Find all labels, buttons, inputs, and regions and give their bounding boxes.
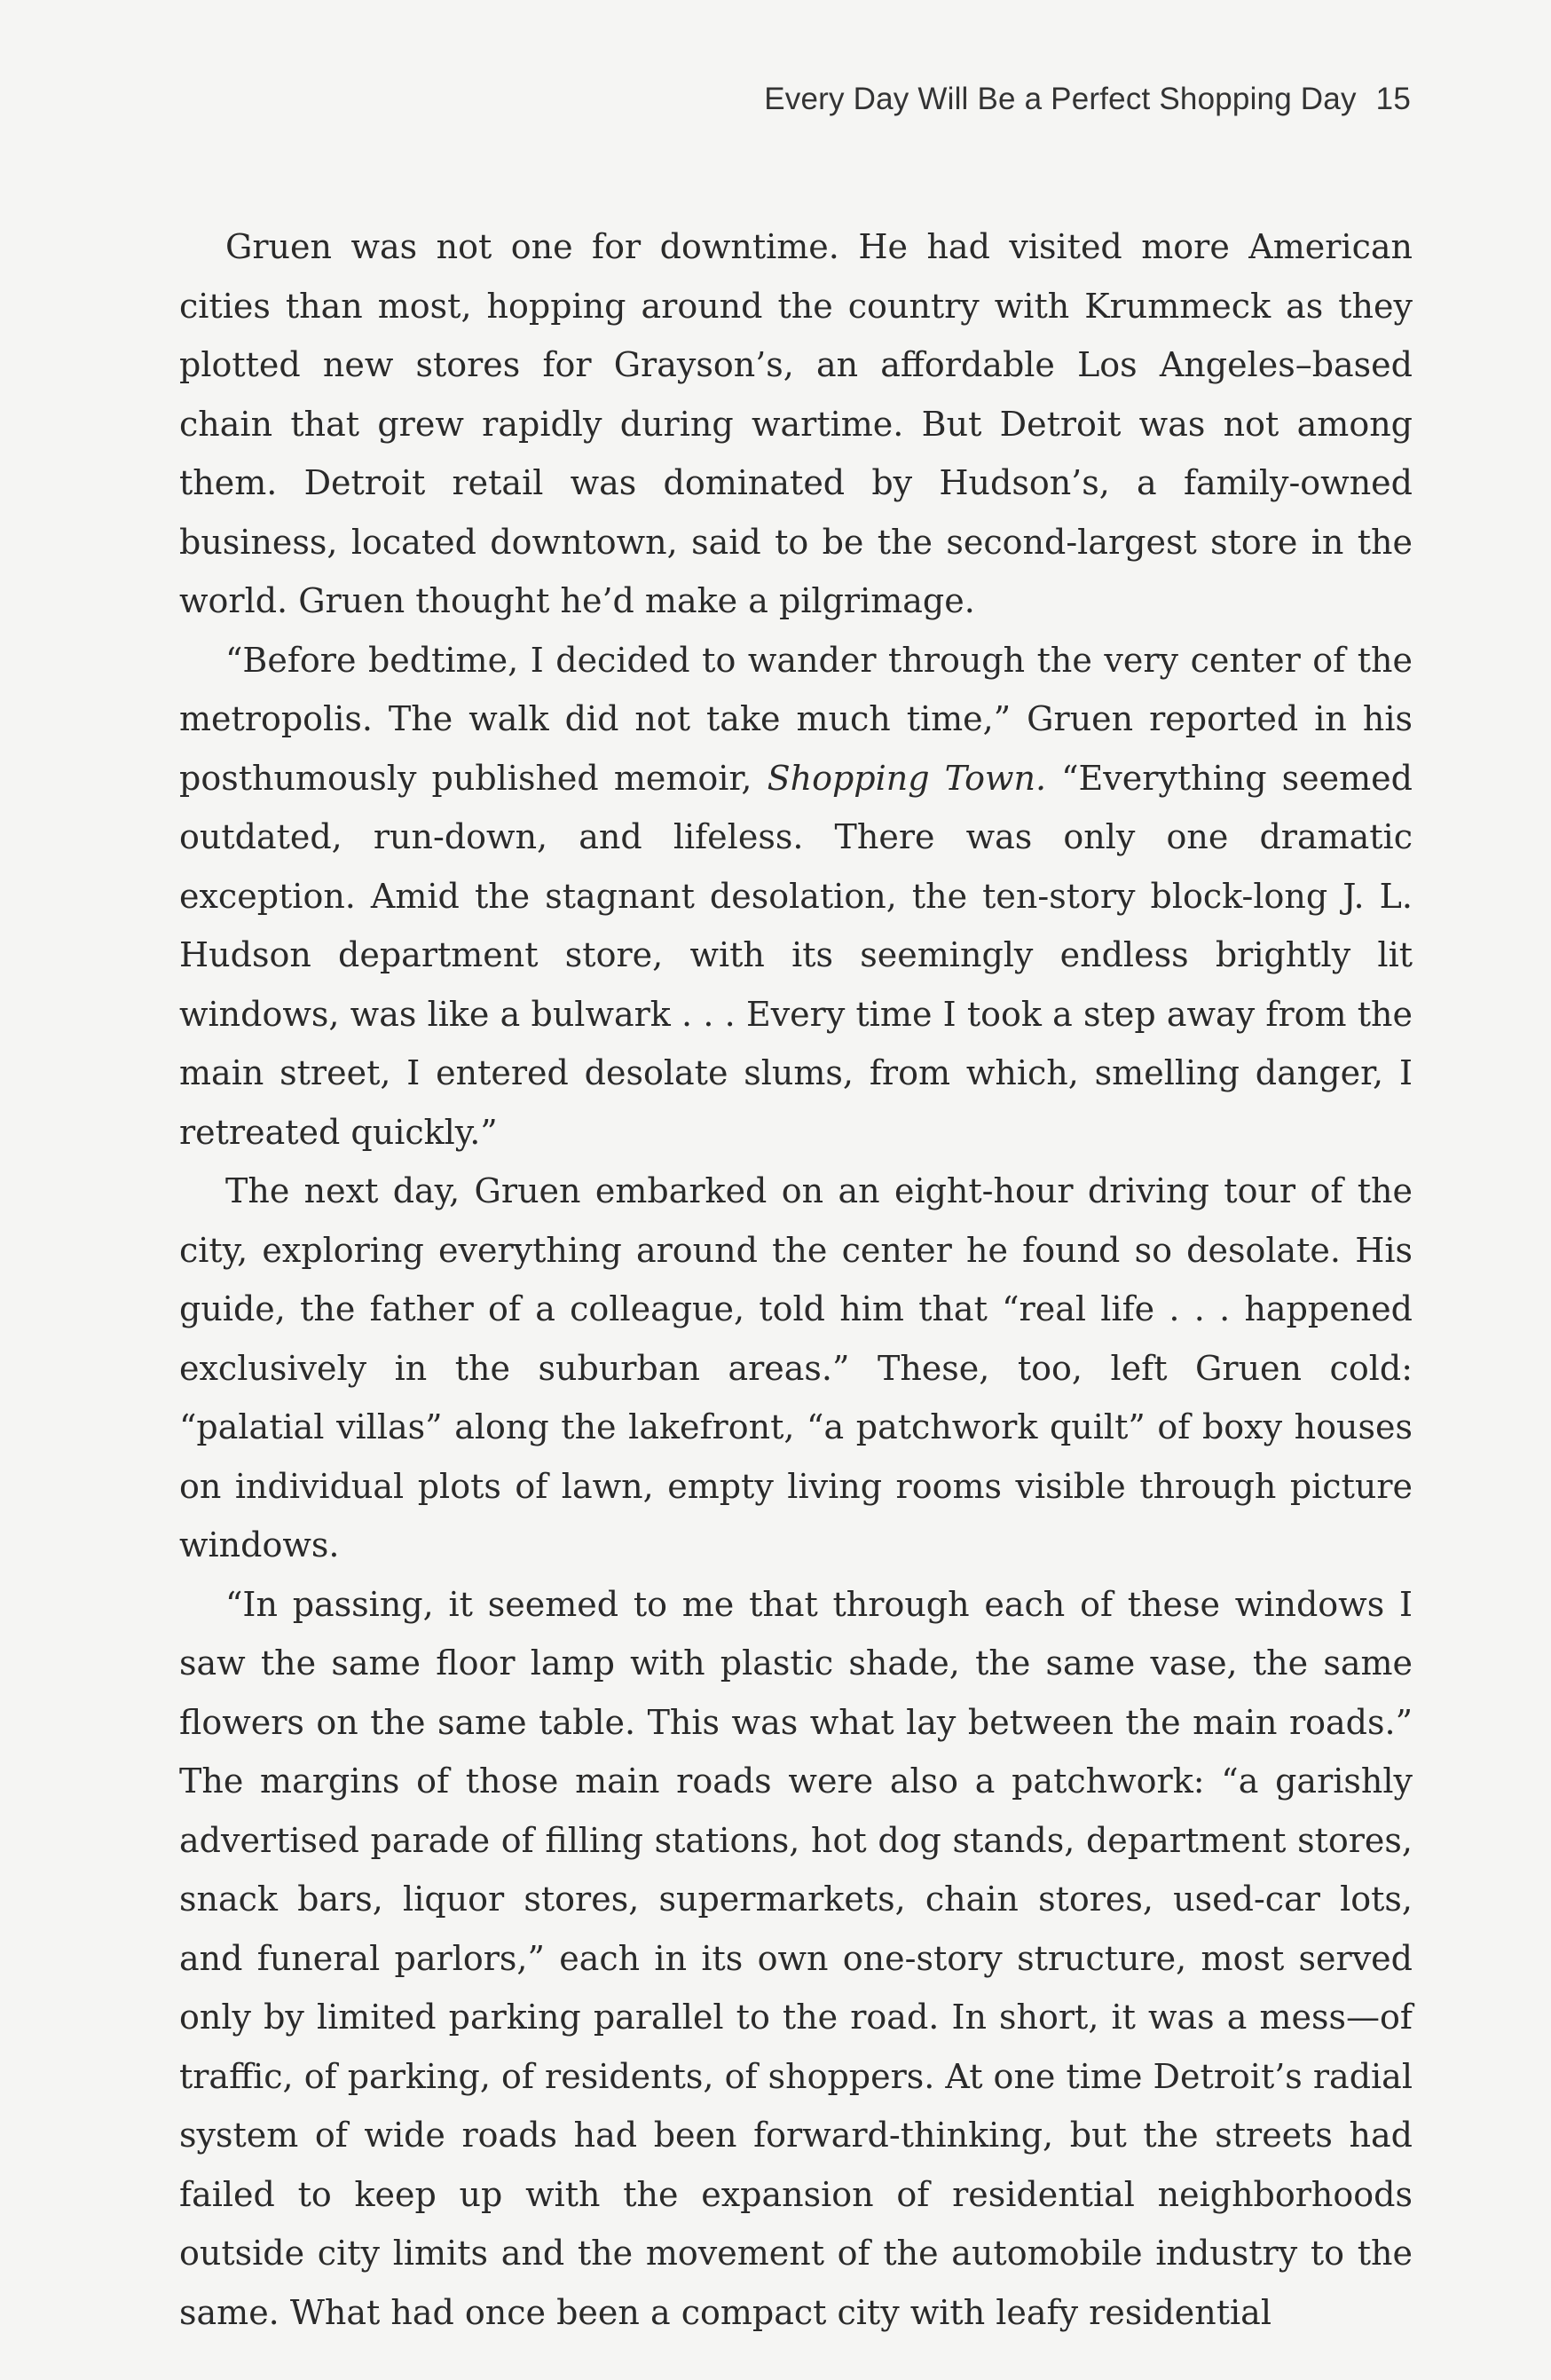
paragraph-2-text-b: “Everything seemed outdated, run-down, and lifeless. There was only one dramatic exception. Amid the stagnant desolation, the ten-story block-long J. L. Hudson department store, with its seemingly endless brightly lit windows, was like a bulwark . . . Every time I took a step away from the main street, I entered desolate slums, from which, smelling danger, I retreated quickly.”	[179, 758, 1413, 1152]
paragraph-1: Gruen was not one for downtime. He had visited more American cities than most, hopping around the country with Krummeck as they plotted new stores for Grayson’s, an affordable Los Angeles–based chain that grew rapidly during wartime. But Detroit was not among them. Detroit retail was dominated by Hudson’s, a family-owned business, located downtown, said to be the second-largest store in the world. Gruen thought he’d make a pilgrimage.	[179, 227, 1413, 620]
body-text	[179, 217, 1413, 2342]
paragraph-2	[179, 631, 1413, 1162]
running-head	[764, 82, 1411, 117]
running-title: Every Day Will Be a Perfect Shopping Day	[764, 82, 1357, 116]
paragraph-4: “In passing, it seemed to me that through each of these windows I saw the same floor lamp with plastic shade, the same vase, the same flowers on the same table. This was what lay between the main roads.” The margins of those main roads were also a patchwork: “a garishly advertised parade of filling stations, hot dog stands, department stores, snack bars, liquor stores, supermarkets, chain stores, used-car lots, and funeral parlors,” each in its own one-story structure, most served only by limited parking parallel to the road. In short, it was a mess—of traffic, of parking, of residents, of shoppers. At one time Detroit’s radial system of wide roads had been forward-thinking, but the streets had failed to keep up with the expansion of residential neighborhoods outside city limits and the movement of the automobile industry to the same. What had once been a compact city with leafy residential	[179, 1584, 1413, 2332]
paragraph-3: The next day, Gruen embarked on an eight-hour driving tour of the city, exploring everything around the center he found so desolate. His guide, the father of a colleague, told him that “real life . . . happened exclusively in the suburban areas.” These, too, left Gruen cold: “palatial villas” along the lakefront, “a patchwork quilt” of boxy houses on individual plots of lawn, empty living rooms visible through picture windows.	[179, 1171, 1413, 1564]
page-number: 15	[1375, 82, 1411, 116]
book-title-italic: Shopping Town.	[767, 758, 1047, 798]
paragraph-2-text-a: “Before bedtime, I decided to wander through the very center of the metropolis. The walk did not take much time,” Gruen reported in his posthumously published memoir,	[179, 640, 1413, 798]
